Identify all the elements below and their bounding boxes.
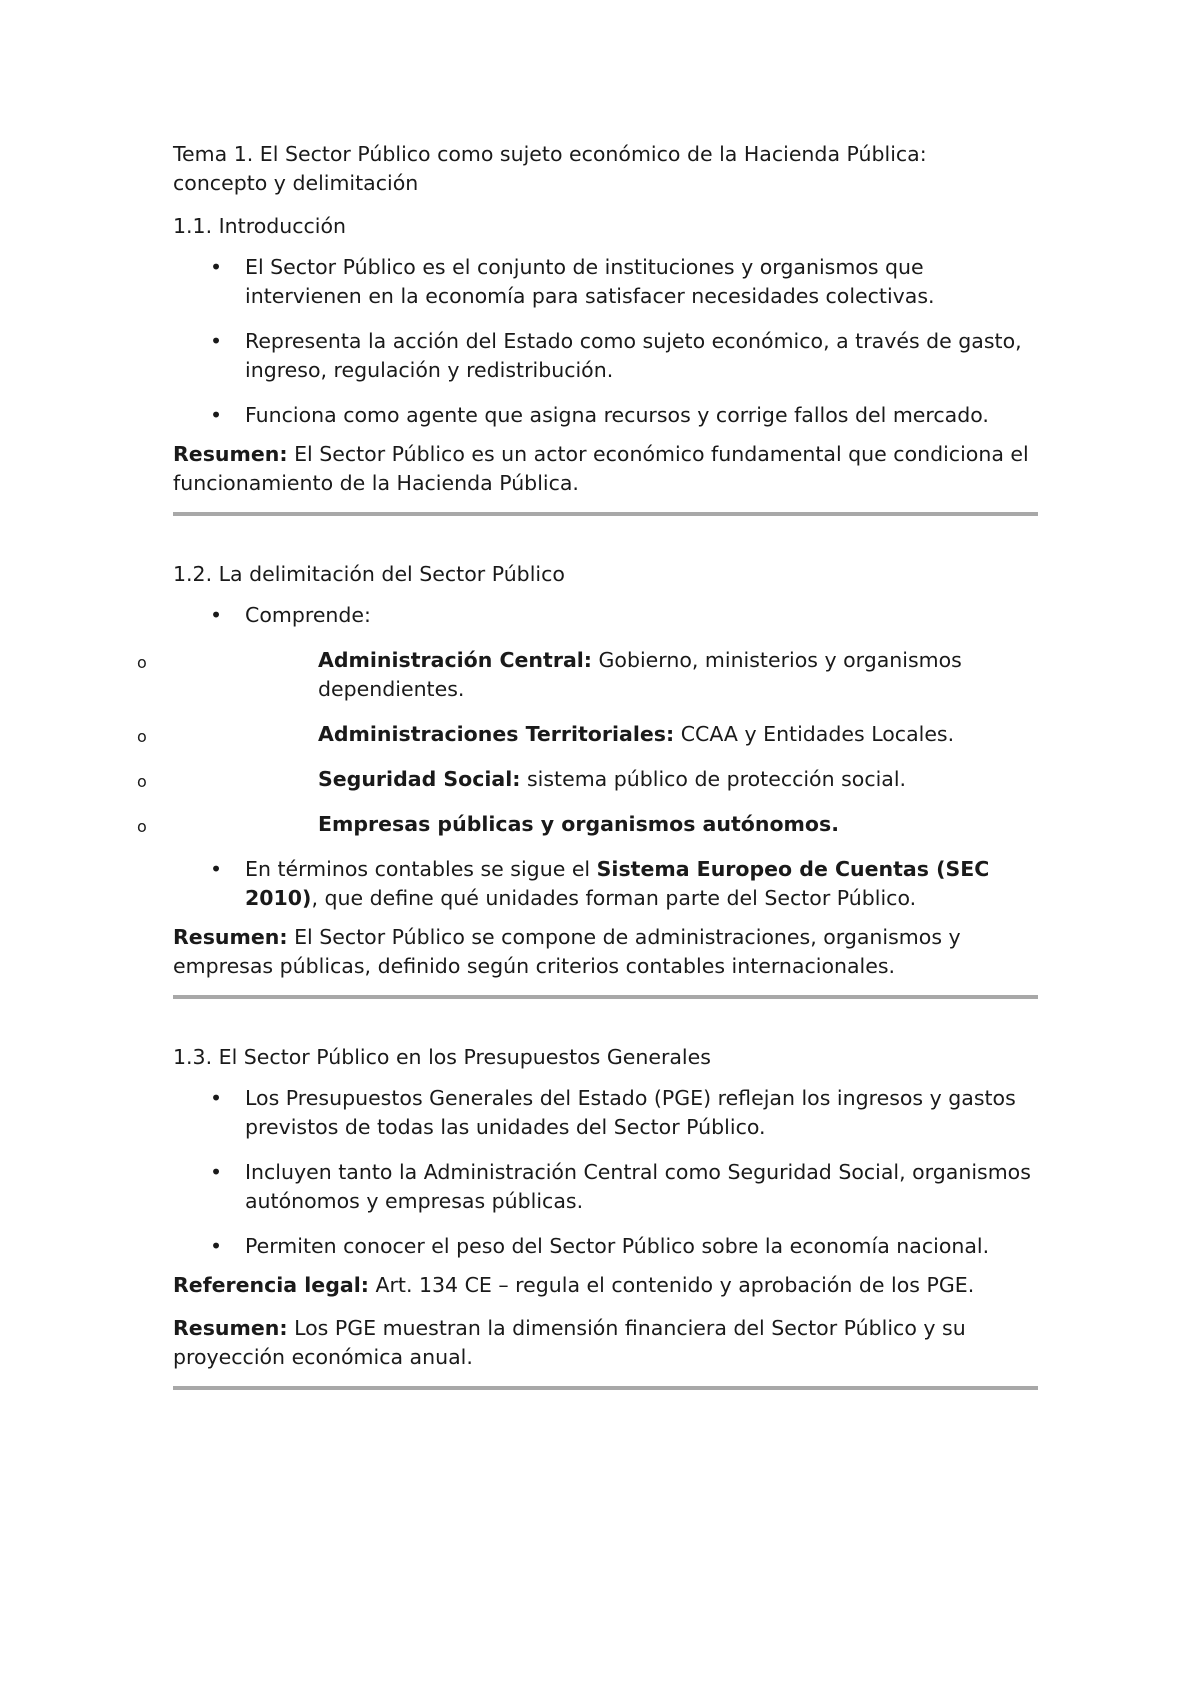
list-item-text-pre: En términos contables se sigue el <box>245 857 597 881</box>
section-heading-presupuestos: 1.3. El Sector Público en los Presupuestos Generales <box>173 1045 711 1069</box>
bullet-icon: • <box>210 403 223 427</box>
sub-item-text: CCAA y Entidades Locales. <box>674 722 955 746</box>
sub-item-text: Gobierno, ministerios y organismos dependientes. <box>318 648 962 701</box>
section-3-summary <box>173 1314 1038 1372</box>
bullet-icon: • <box>210 1086 223 1110</box>
sub-list-item <box>137 646 1038 704</box>
bullet-icon: • <box>210 255 223 279</box>
reference-label: Referencia legal: <box>173 1273 369 1297</box>
sec-2010-term: Sistema Europeo de Cuentas (SEC 2010) <box>245 857 990 910</box>
section-1-bullet-list <box>173 253 1038 430</box>
list-item-text: Representa la acción del Estado como sujeto económico, a través de gasto, ingreso, regulación y redistribución. <box>245 329 1022 382</box>
bullet-icon: • <box>210 329 223 353</box>
title-line-1: Tema 1. El Sector Público como sujeto económico de la Hacienda Pública: <box>173 142 927 166</box>
summary-text: Los PGE muestran la dimensión financiera del Sector Público y su proyección económica anual. <box>173 1316 966 1369</box>
bullet-icon: • <box>210 1234 223 1258</box>
bullet-icon: • <box>210 603 223 627</box>
list-item <box>173 855 1038 913</box>
sub-bullet-icon: o <box>137 817 147 836</box>
sub-item-text: sistema público de protección social. <box>520 767 907 791</box>
bullet-icon: • <box>210 857 223 881</box>
section-divider <box>173 1386 1038 1390</box>
bullet-icon: • <box>210 1160 223 1184</box>
sub-item-label: Empresas públicas y organismos autónomos. <box>318 812 839 836</box>
reference-text: Art. 134 CE – regula el contenido y aprobación de los PGE. <box>368 1273 975 1297</box>
document-page <box>137 140 1038 1434</box>
list-item-text: Los Presupuestos Generales del Estado (PGE) reflejan los ingresos y gastos previstos de todas las unidades del Sector Público. <box>245 1086 1016 1139</box>
list-item <box>173 1158 1038 1216</box>
list-item-text: Permiten conocer el peso del Sector Público sobre la economía nacional. <box>245 1234 990 1258</box>
section-3-bullet-list <box>173 1084 1038 1261</box>
list-item-text: Comprende: <box>245 603 371 627</box>
section-divider <box>173 512 1038 516</box>
list-item-text-post: , que define qué unidades forman parte del Sector Público. <box>311 886 917 910</box>
section-2-summary <box>173 923 1038 981</box>
sub-bullet-icon: o <box>137 772 147 791</box>
title-line-2: concepto y delimitación <box>173 171 419 195</box>
sub-list-item <box>137 810 1038 839</box>
section-1-summary <box>173 440 1038 498</box>
sub-bullet-icon: o <box>137 727 147 746</box>
section-2-bullet-list <box>137 601 1038 913</box>
legal-reference <box>173 1271 1038 1300</box>
list-item <box>173 327 1038 385</box>
summary-label: Resumen: <box>173 1316 288 1340</box>
list-item-text: Funciona como agente que asigna recursos y corrige fallos del mercado. <box>245 403 989 427</box>
sub-list-item <box>137 720 1038 749</box>
list-item-text: Incluyen tanto la Administración Central como Seguridad Social, organismos autónomos y empresas públicas. <box>245 1160 1031 1213</box>
list-item-text: El Sector Público es el conjunto de instituciones y organismos que intervienen en la economía para satisfacer necesidades colectivas. <box>245 255 935 308</box>
list-item <box>173 401 1038 430</box>
sub-item-label: Administración Central: <box>318 648 592 672</box>
summary-text: El Sector Público es un actor económico fundamental que condiciona el funcionamiento de la Hacienda Pública. <box>173 442 1029 495</box>
list-item <box>173 253 1038 311</box>
sub-item-label: Administraciones Territoriales: <box>318 722 675 746</box>
summary-label: Resumen: <box>173 442 288 466</box>
sub-item-label: Seguridad Social: <box>318 767 521 791</box>
section-heading-delimitacion: 1.2. La delimitación del Sector Público <box>173 562 565 586</box>
sub-list-item <box>137 765 1038 794</box>
list-item <box>173 1232 1038 1261</box>
summary-label: Resumen: <box>173 925 288 949</box>
list-item <box>173 1084 1038 1142</box>
sub-bullet-icon: o <box>137 653 147 672</box>
section-heading-introduccion: 1.1. Introducción <box>173 214 347 238</box>
section-divider <box>173 995 1038 999</box>
summary-text: El Sector Público se compone de administraciones, organismos y empresas públicas, definido según criterios contables internacionales. <box>173 925 961 978</box>
sub-list <box>137 646 1038 839</box>
list-item <box>137 601 1038 839</box>
document-title <box>173 140 1038 198</box>
